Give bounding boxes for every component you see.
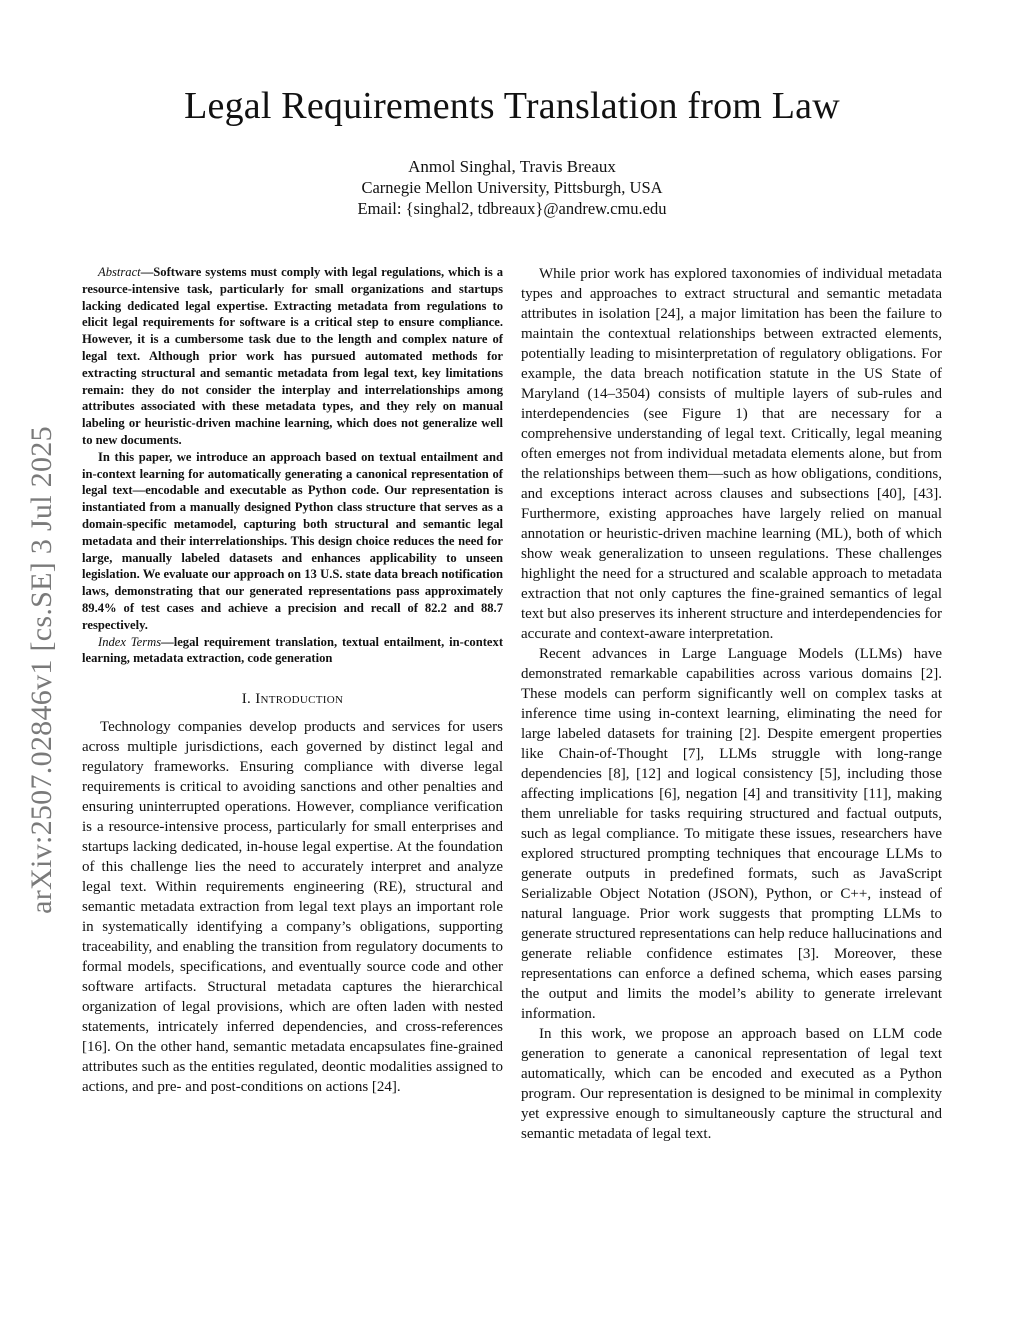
index-terms-text: legal requirement translation, textual entailment, in-context learning, metadata extraction, code generation (82, 634, 504, 666)
section-heading-introduction (82, 689, 503, 709)
abstract (82, 264, 503, 667)
body-paragraph-2: Recent advances in Large Language Models (LLMs) have demonstrated remarkable capabilities across various domains [2]. These models can perform significantly well on complex tasks at inference time using in-context learning, eliminating the need for large labeled datasets for training [2]. Despite emergent properties like Chain-of-Thought [7], LLMs struggle with long-range dependencies [8], [12] and logical consistency [5], including those affecting implications [6], negation [4] and transitivity [11], making them unreliable for tasks requiring structured and factual outputs, such as legal compliance. To mitigate these issues, researchers have explored structured prompting techniques that encourage LLMs to generate outputs in predefined formats, such as JavaScript Serializable Object Notation (JSON), Python, or C++, instead of natural language. Prior work suggests that prompting LLMs to generate structured representations can help reduce hallucinations and generate reliable confidence estimates [3]. Moreover, these representations can enforce a defined schema, which eases parsing the output and limits the model’s ability to generate irrelevant information. (521, 646, 942, 1022)
intro-paragraph-1: Technology companies develop products and services for users across multiple jurisdictions, each governed by distinct legal and regulatory frameworks. Ensuring compliance with diverse legal requirements is critical to avoiding sanctions and other penalties and ensuring uninterrupted operations. However, compliance verification is a resource-intensive process, particularly for small enterprises and startups lacking dedicated, in-house legal expertise. At the foundation of this challenge lies the need to accurately interpret and analyze legal text. Within requirements engineering (RE), structural and semantic metadata extraction from legal text plays an important role in systematically identifying a company’s obligations, supporting traceability, and enabling the transition from regulatory documents to formal models, specifications, and eventually source code and other software artifacts. Structural metadata captures the hierarchical organization of legal provisions, which are often laden with nested statements, intricately inferred dependencies, and cross-references [16]. On the other hand, semantic metadata encapsulates fine-grained attributes such as the entities regulated, deontic modalities assigned to actions, and pre- and post-conditions on actions [24]. (82, 719, 503, 1096)
abstract-dash: — (140, 265, 154, 279)
body-paragraph-3: In this work, we propose an approach based on LLM code generation to generate a canonical representation of legal text automatically, which can be encoded and executed as a Python program. Our representation is designed to be minimal in complexity yet expressive enough to simultaneously capture the structural and semantic metadata of legal text. (521, 1026, 942, 1142)
author-names: Anmol Singhal, Travis Breaux (408, 157, 616, 176)
index-terms-label: Index Terms (98, 634, 162, 649)
author-affiliation: Carnegie Mellon University, Pittsburgh, USA (361, 178, 663, 197)
author-email: Email: {singhal2, tdbreaux}@andrew.cmu.edu (357, 199, 667, 218)
abstract-text-1: Software systems must comply with legal regulations, which is a resource-intensive task, particularly for small organizations and startups lacking dedicated legal expertise. Extracting metadata from regulations to elicit legal requirements for software is a critical step to ensure compliance. However, it is a cumbersome task due to the length and complex nature of legal text. Although prior work has pursued automated methods for extracting structural and semantic metadata from legal text, key limitations remain: they do not consider the interplay and interrelationships among attributes associated with these metadata types, and they rely on manual labeling or heuristic-driven machine learning, which does not generalize well to new documents. (82, 265, 503, 447)
left-column (82, 264, 503, 1097)
section-number: I. (241, 691, 252, 708)
right-column (521, 264, 942, 1144)
abstract-label: Abstract (98, 265, 141, 279)
section-title: Introduction (255, 691, 344, 708)
abstract-paragraph-1 (82, 264, 503, 449)
author-block (0, 156, 1024, 219)
arxiv-identifier-stamp: arXiv:2507.02846v1 [cs.SE] 3 Jul 2025 (25, 426, 58, 914)
index-terms (82, 634, 503, 668)
abstract-paragraph-2: In this paper, we introduce an approach based on textual entailment and in-context learning for automatically generating a canonical representation of legal text—encodable and executable as Python code. Our representation is instantiated from a manually designed Python class structure that serves as a domain-specific metamodel, capturing both structural and semantic legal metadata and their interrelationships. This design choice reduces the need for large, manually labeled datasets and enhances applicability to unseen legislation. We evaluate our approach on 13 U.S. state data breach notification laws, demonstrating that our generated representations pass approximately 89.4% of test cases and achieve a precision and recall of 82.2 and 88.7 respectively. (82, 449, 503, 632)
paper-title: Legal Requirements Translation from Law (184, 85, 840, 127)
index-terms-dash: — (161, 634, 174, 649)
body-paragraph-1: While prior work has explored taxonomies of individual metadata types and approaches to extract structural and semantic metadata attributes in isolation [24], a major limitation has been the failure to maintain the contextual relationships between extracted elements, potentially leading to misinterpretation of regulatory obligations. For example, the data breach notification statute in the US State of Maryland (14–3504) consists of multiple layers of sub-rules and interdependencies (see Figure 1) that are necessary for a comprehensive understanding of legal text. Critically, legal meaning often emerges not from individual metadata elements alone, but from the relationships between them—such as how obligations, conditions, and exceptions interact across clauses and subsections [40], [43]. Furthermore, existing approaches have largely relied on manual annotation or heuristic-driven machine learning (ML), both of which show weak generalization to unseen regulations. These challenges highlight the need for a structured and scalable approach to metadata extraction that not only captures the fine-grained semantics of legal text but also preserves its inherent structure and interdependencies for accurate and context-aware interpretation. (521, 266, 942, 642)
